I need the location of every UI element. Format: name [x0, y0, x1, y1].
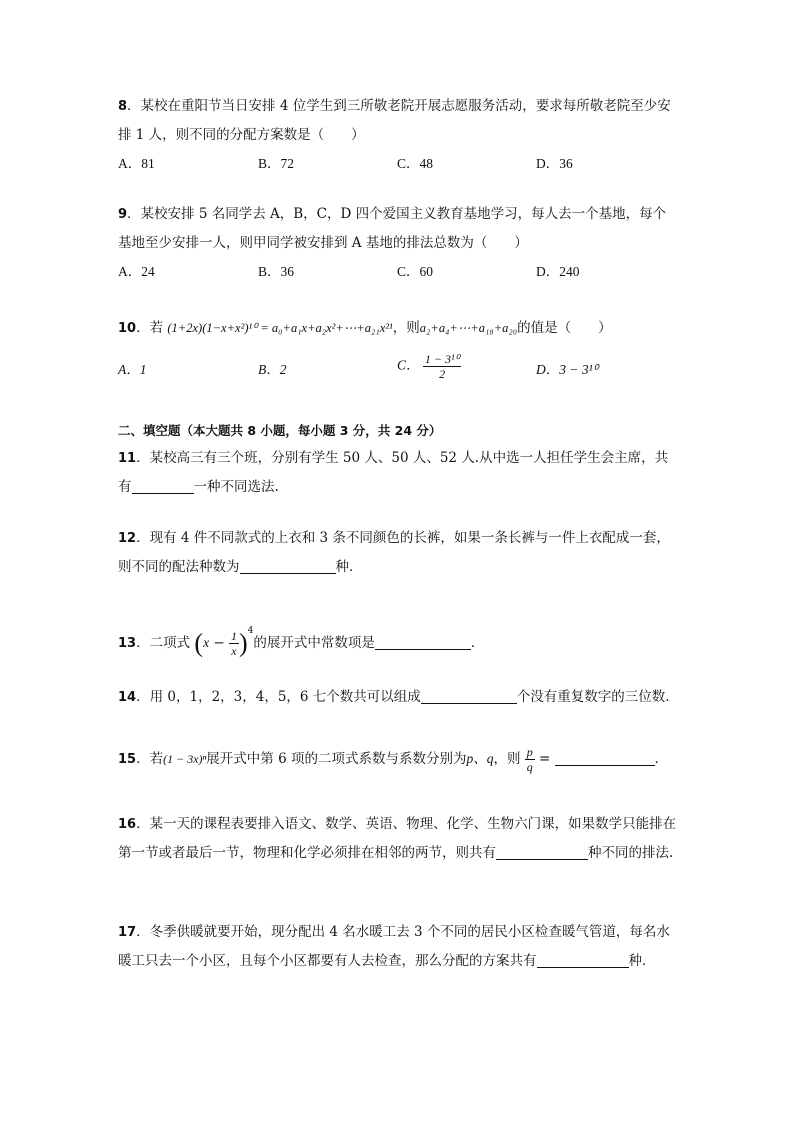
answer-blank[interactable] — [555, 749, 655, 766]
option-b: B．36 — [258, 264, 295, 279]
question-8 — [118, 92, 678, 149]
option-c-label: C． — [397, 357, 420, 373]
question-number: 17 — [118, 925, 137, 940]
exponent: 4 — [247, 626, 254, 636]
question-9 — [118, 200, 678, 257]
question-text: 的值是（ ） — [517, 320, 612, 336]
question-text: ．冬季供暖就要开始，现分配出 4 名水暖工去 3 个不同的居民小区检查暖气管道，每名水暖工只去一个小区，且每个小区都要有人去检查，那么分配的方案共有 — [118, 924, 670, 969]
option-c: C．48 — [397, 156, 434, 171]
question-text: ．某校在重阳节当日安排 4 位学生到三所敬老院开展志愿服务活动，要求每所敬老院至少安排 1 人，则不同的分配方案数是（ ） — [118, 98, 671, 143]
question-10 — [118, 314, 718, 343]
answer-blank[interactable] — [496, 843, 588, 860]
equation: (1+2x)(1−x+x²)¹⁰ = a₀+a₁x+a₂x²+⋯+a₂₁x²¹ — [167, 321, 393, 335]
option-d: D．3 − 3¹⁰ — [536, 362, 599, 377]
expression: (1 − 3x)ⁿ — [163, 752, 207, 766]
question-text: ．若 — [136, 320, 164, 336]
question-9-options — [118, 260, 678, 280]
question-text: 种． — [628, 953, 656, 969]
fraction-p-over-q: $\frac{p}{q}$ — [526, 745, 533, 774]
question-12 — [118, 524, 678, 581]
question-text: ，则 — [392, 320, 420, 336]
question-number: 12 — [118, 531, 137, 546]
target-expression: a₂+a₄+⋯+a₁₈+a₂₀ — [419, 321, 518, 335]
option-d: D．240 — [536, 264, 580, 279]
question-text: ．某校高三有三个班，分别有学生 50 人、50 人、52 人.从中选一人担任学生会主席，共有 — [118, 450, 669, 495]
question-text: ．若 — [136, 751, 164, 767]
question-number: 9 — [118, 207, 128, 222]
option-a: A．81 — [118, 156, 155, 171]
fraction-denominator: 2 — [439, 367, 446, 381]
answer-blank[interactable] — [537, 951, 629, 968]
question-14 — [118, 683, 678, 712]
pq-variables: p、q — [466, 751, 494, 766]
question-text: ．二项式 — [136, 635, 191, 651]
question-11 — [118, 444, 678, 501]
fraction-numerator: 1 − 3¹⁰ — [424, 352, 460, 366]
question-number: 10 — [118, 321, 137, 336]
question-text: ． — [654, 751, 669, 767]
section-heading: 二、填空题（本大题共 8 小题，每小题 3 分，共 24 分） — [118, 423, 442, 438]
question-text: 种． — [335, 559, 363, 575]
option-a: A．24 — [118, 264, 155, 279]
question-number: 11 — [118, 451, 137, 466]
question-text: ．现有 4 件不同款式的上衣和 3 条不同颜色的长裤，如果一条长裤与一件上衣配成一套，则不同的配法种数为 — [118, 530, 670, 575]
binomial-expression: (x − $\frac{1}{x}$ )$^4$ — [194, 626, 254, 658]
question-17 — [118, 918, 678, 975]
question-text: 一种不同选法. — [193, 479, 279, 495]
answer-blank[interactable] — [132, 477, 194, 494]
fraction-one-over-x: $\frac{1}{x}$ — [230, 629, 237, 658]
question-16 — [118, 810, 678, 867]
question-text: ．某校安排 5 名同学去 A，B，C，D 四个爱国主义教育基地学习，每人去一个基地，每个基地至少安排一人，则甲同学被安排到 A 基地的排法总数为（ ） — [118, 206, 667, 251]
question-number: 15 — [118, 752, 137, 767]
question-text: ，则 — [493, 751, 521, 767]
question-text: 的展开式中常数项是 — [253, 635, 375, 651]
answer-blank[interactable] — [421, 687, 517, 704]
option-c — [397, 352, 461, 381]
question-13 — [118, 614, 678, 661]
option-a: A．1 — [118, 362, 147, 377]
question-number: 16 — [118, 817, 137, 832]
option-b: B．72 — [258, 156, 295, 171]
option-c-fraction — [423, 352, 462, 381]
question-text: 展开式中第 6 项的二项式系数与系数分别为 — [206, 751, 467, 767]
answer-blank[interactable] — [240, 557, 336, 574]
question-text: 个没有重复数字的三位数. — [516, 689, 670, 705]
question-10-options — [118, 352, 678, 386]
option-b: B．2 — [258, 362, 287, 377]
question-text: 种不同的排法. — [588, 845, 674, 861]
question-text: ．某一天的课程表要排入语文、数学、英语、物理、化学、生物六门课，如果数学只能排在第一节或者最后一节，物理和化学必须排在相邻的两节，则共有 — [118, 816, 677, 861]
question-8-options — [118, 152, 678, 172]
equals-sign: = — [534, 751, 555, 767]
question-number: 13 — [118, 636, 137, 651]
question-text: ． — [470, 635, 485, 651]
option-d: D．36 — [536, 156, 573, 171]
option-c: C．60 — [397, 264, 434, 279]
question-number: 8 — [118, 99, 128, 114]
answer-blank[interactable] — [375, 633, 471, 650]
question-number: 14 — [118, 690, 137, 705]
question-15 — [118, 742, 678, 777]
question-text: ．用 0，1，2，3，4，5，6 七个数共可以组成 — [136, 689, 421, 705]
